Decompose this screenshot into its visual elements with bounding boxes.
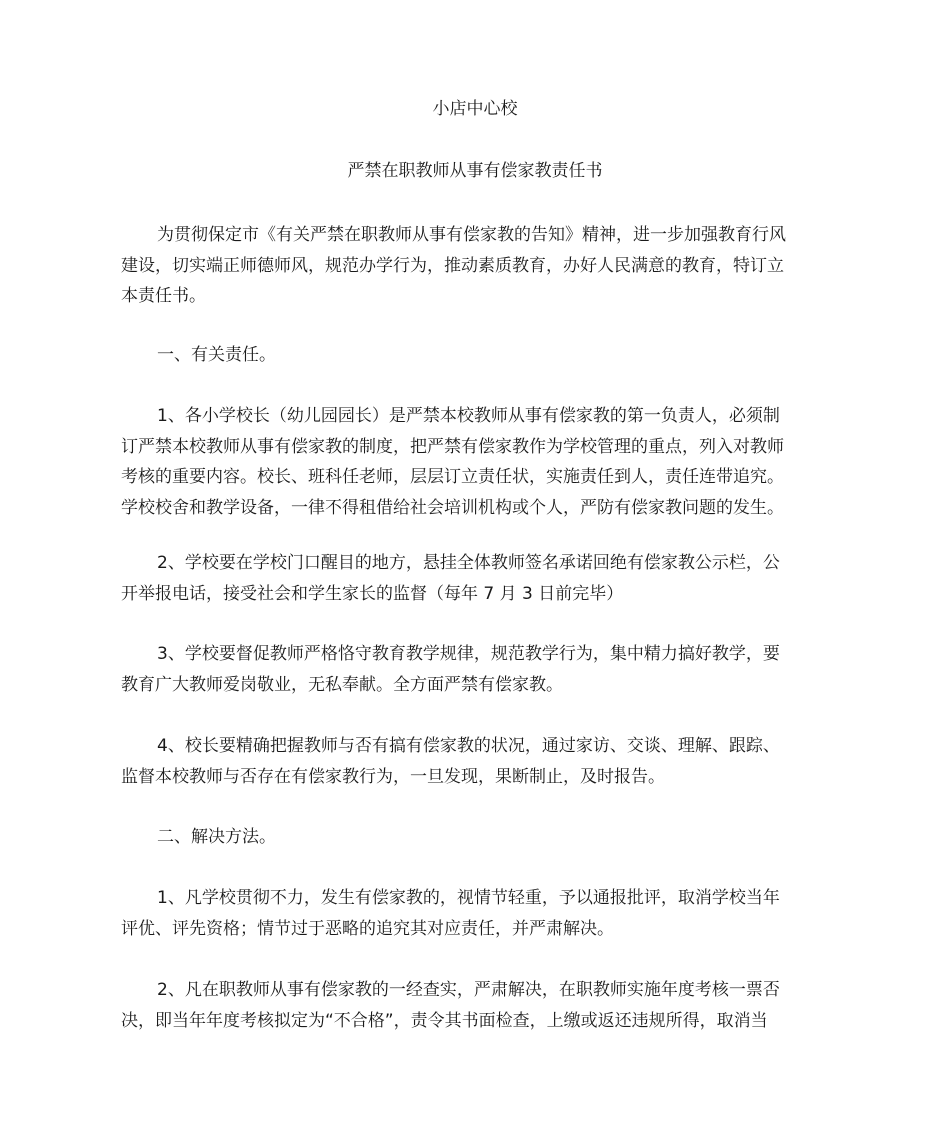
responsibility-item-3 <box>121 639 831 700</box>
text-line: 1、凡学校贯彻不力，发生有偿家教的，视情节轻重，予以通报批评，取消学校当年 <box>157 888 780 908</box>
intro-paragraph <box>121 220 831 312</box>
text-line: 学校校舍和教学设备，一律不得租借给社会培训机构或个人，严防有偿家教问题的发生。 <box>121 497 784 518</box>
text-line: 1、各小学校长（幼儿园园长）是严禁本校教师从事有偿家教的第一负责人，必须制 <box>157 406 780 426</box>
text-line: 3、学校要督促教师严格恪守教育教学规律，规范教学行为，集中精力搞好教学，要 <box>157 644 780 664</box>
handling-item-1 <box>121 883 831 944</box>
text-line: 订严禁本校教师从事有偿家教的制度，把严禁有偿家教作为学校管理的重点，列入对教师 <box>121 436 784 457</box>
text-line: 2、学校要在学校门口醒目的地方，悬挂全体教师签名承诺回绝有偿家教公示栏，公 <box>157 553 780 573</box>
text-line: 本责任书。 <box>121 286 206 306</box>
text-line: 决，即当年年度考核拟定为“不合格”，责令其书面检查，上缴或返还违规所得，取消当 <box>121 1010 768 1031</box>
text-line: 评优、评先资格；情节过于恶略的追究其对应责任，并严肃解决。 <box>121 918 614 939</box>
responsibility-item-2 <box>121 548 831 609</box>
document-title: 严禁在职教师从事有偿家教责任书 <box>347 161 603 181</box>
text-line: 监督本校教师与否存在有偿家教行为，一旦发现，果断制止，及时报告。 <box>121 766 665 787</box>
text-line: 建设，切实端正师德师风，规范办学行为，推动素质教育，办好人民满意的教育，特订立 <box>121 255 784 276</box>
section-heading-responsibilities: 一、有关责任。 <box>157 345 276 365</box>
section-heading-handling: 二、解决方法。 <box>157 827 276 847</box>
school-name: 小店中心校 <box>432 99 518 119</box>
text-line: 开举报电话，接受社会和学生家长的监督（每年 7 月 3 日前完毕） <box>121 583 624 604</box>
text-line: 考核的重要内容。校长、班科任老师，层层订立责任状，实施责任到人，责任连带追究。 <box>121 467 784 487</box>
handling-item-2 <box>121 975 831 1036</box>
text-line: 4、校长要精确把握教师与否有搞有偿家教的状况，通过家访、交谈、理解、跟踪、 <box>157 736 780 756</box>
responsibility-item-4 <box>121 731 831 792</box>
text-line: 教育广大教师爱岗敬业，无私奉献。全方面严禁有偿家教。 <box>121 674 563 695</box>
text-line: 2、凡在职教师从事有偿家教的一经查实，严肃解决，在职教师实施年度考核一票否 <box>157 980 780 1000</box>
text-line: 为贯彻保定市《有关严禁在职教师从事有偿家教的告知》精神，进一步加强教育行风 <box>157 225 786 245</box>
responsibility-item-1 <box>121 401 831 523</box>
